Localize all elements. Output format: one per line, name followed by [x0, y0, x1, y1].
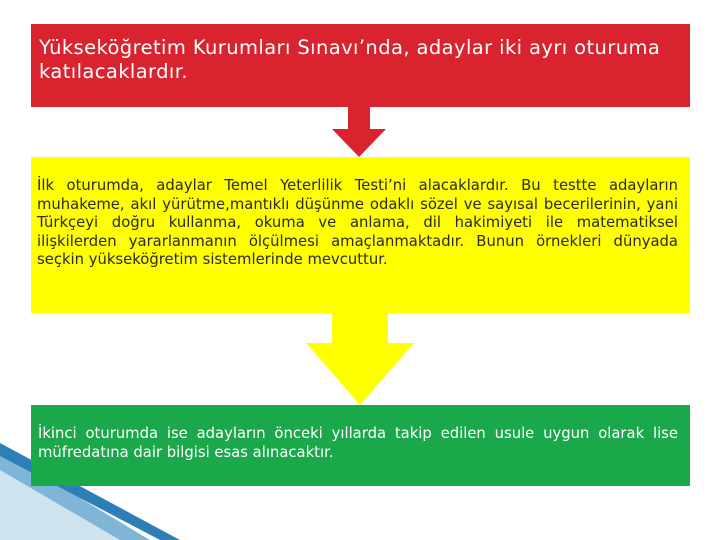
step-2-text: İlk oturumda, adaylar Temel Yeterlilik Testi’ni alacaklardır. Bu testte adayların muhakeme, akıl yürütme,mantıklı düşünme odaklı sözel ve sayısal becerilerinin, yani Türkçeyi doğru kullanma, okuma ve anlama, dil hakimiyeti ile matematiksel ilişkilerden yararlanmanın ölçülmesi amaçlanmaktadır. Bunun örnekleri dünyada seçkin yükseköğretim sistemlerinde mevcuttur. — [37, 177, 678, 269]
arrow-down-icon — [331, 107, 387, 157]
step-3-box — [31, 405, 690, 486]
step-1-box — [31, 24, 690, 107]
step-2-box — [31, 157, 690, 313]
arrow-down-icon — [304, 313, 416, 405]
step-1-text: Yükseköğretim Kurumları Sınavı’nda, adaylar iki ayrı oturuma katılacaklardır. — [39, 36, 661, 83]
step-3-text: İkinci oturumda ise adayların önceki yıllarda takip edilen usule uygun olarak lise müfredatına dair bilgisi esas alınacaktır. — [38, 425, 678, 461]
